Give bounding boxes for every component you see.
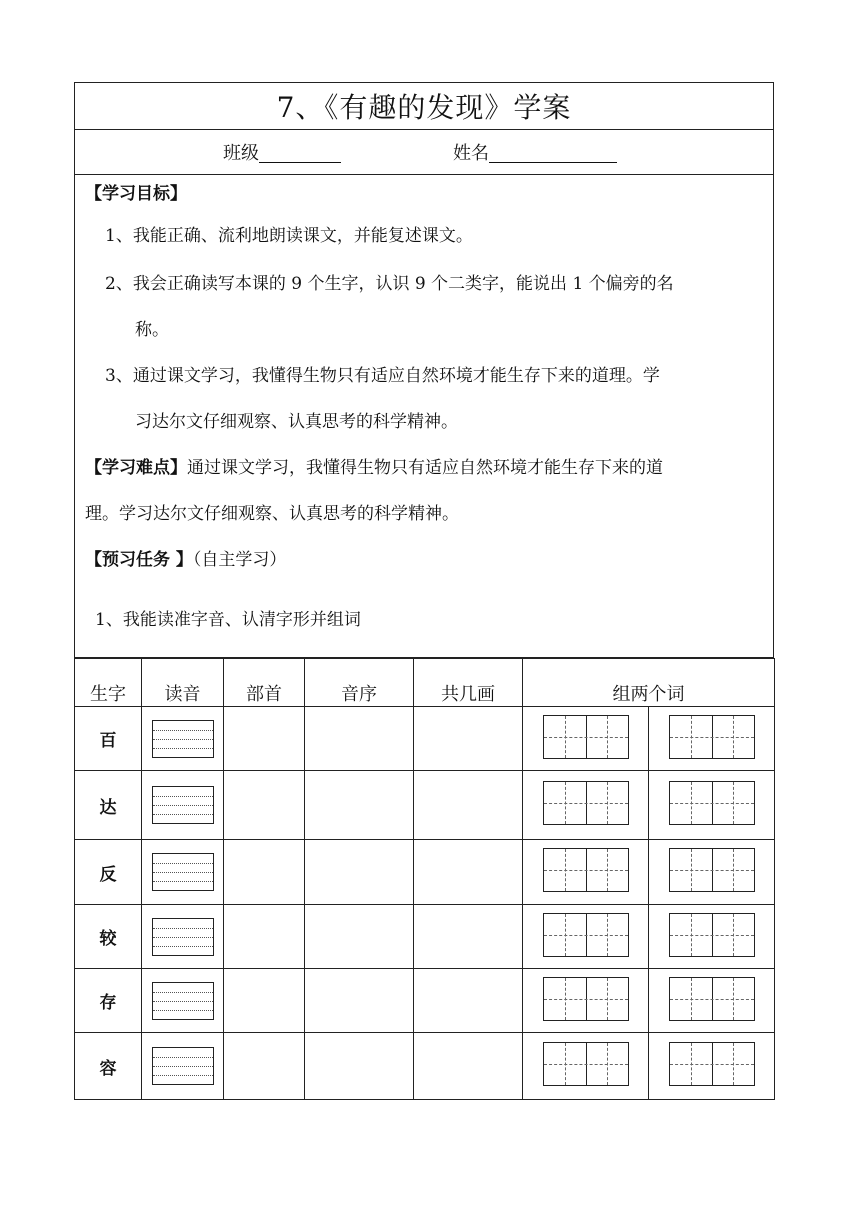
stroke-count-cell[interactable] [414,969,523,1033]
char-cell: 百 [75,707,142,771]
goal-item-2-line1: 2、我会正确读写本课的 9 个生字，认识 9 个二类字，能说出 1 个偏旁的名 [105,274,674,294]
content-block [74,175,774,658]
header-word-groups: 组两个词 [523,659,775,707]
char-cell: 存 [75,969,142,1033]
preview-task-1: 1、我能读准字音、认清字形并组词 [95,610,361,630]
class-field[interactable] [259,142,341,163]
radical-cell[interactable] [224,905,305,969]
pinyin-box[interactable] [152,853,214,891]
word-grid[interactable] [543,1042,629,1086]
preview-note: （自主学习） [192,550,287,570]
pinyin-box[interactable] [152,720,214,758]
word-grid[interactable] [669,977,755,1021]
difficulty-line1 [85,445,765,491]
pinyin-box[interactable] [152,982,214,1020]
phonetic-order-cell[interactable] [305,1033,414,1100]
phonetic-order-cell[interactable] [305,840,414,905]
radical-cell[interactable] [224,771,305,840]
phonetic-order-cell[interactable] [305,771,414,840]
character-table [74,658,775,1100]
pinyin-box[interactable] [152,918,214,956]
header-phonetic-order: 音序 [305,659,414,707]
word-grid[interactable] [669,781,755,825]
word-grid[interactable] [669,715,755,759]
radical-cell[interactable] [224,707,305,771]
stroke-count-cell[interactable] [414,1033,523,1100]
stroke-count-cell[interactable] [414,905,523,969]
word-grid[interactable] [669,1042,755,1086]
word-grid[interactable] [543,977,629,1021]
table-row [75,840,775,905]
table-row [75,969,775,1033]
name-label: 姓名 [453,143,489,164]
preview-heading: 【预习任务 】 [85,550,193,570]
student-info-row [74,130,774,175]
preview-heading-row [85,537,765,583]
word-grid[interactable] [669,913,755,957]
worksheet [74,82,774,1100]
char-cell: 达 [75,771,142,840]
stroke-count-cell[interactable] [414,707,523,771]
header-stroke-count: 共几画 [414,659,523,707]
word-grid[interactable] [543,848,629,892]
phonetic-order-cell[interactable] [305,969,414,1033]
word-grid[interactable] [543,715,629,759]
header-char: 生字 [75,659,142,707]
phonetic-order-cell[interactable] [305,707,414,771]
goal-item-2-line2: 称。 [135,320,169,340]
name-field[interactable] [489,142,617,163]
table-row [75,707,775,771]
table-row [75,771,775,840]
difficulty-heading: 【学习难点】 [85,458,187,478]
header-radical: 部首 [224,659,305,707]
goal-item-3-line1: 3、通过课文学习，我懂得生物只有适应自然环境才能生存下来的道理。学 [105,366,660,386]
stroke-count-cell[interactable] [414,771,523,840]
table-header-row [75,659,775,707]
table-row [75,905,775,969]
radical-cell[interactable] [224,840,305,905]
phonetic-order-cell[interactable] [305,905,414,969]
header-pronunciation: 读音 [142,659,224,707]
word-grid[interactable] [669,848,755,892]
char-cell: 容 [75,1033,142,1100]
difficulty-line2: 理。学习达尔文仔细观察、认真思考的科学精神。 [85,504,459,524]
word-grid[interactable] [543,781,629,825]
pinyin-box[interactable] [152,1047,214,1085]
word-grid[interactable] [543,913,629,957]
goal-item-3-line2: 习达尔文仔细观察、认真思考的科学精神。 [135,412,458,432]
char-cell: 较 [75,905,142,969]
class-label: 班级 [223,143,259,164]
pinyin-box[interactable] [152,786,214,824]
goals-heading: 【学习目标】 [85,184,187,204]
radical-cell[interactable] [224,1033,305,1100]
difficulty-text: 通过课文学习，我懂得生物只有适应自然环境才能生存下来的道 [187,458,663,478]
char-cell: 反 [75,840,142,905]
goal-item-1: 1、我能正确、流利地朗读课文，并能复述课文。 [105,226,473,246]
radical-cell[interactable] [224,969,305,1033]
table-row [75,1033,775,1100]
stroke-count-cell[interactable] [414,840,523,905]
page-title: 7、《有趣的发现》学案 [74,82,774,130]
